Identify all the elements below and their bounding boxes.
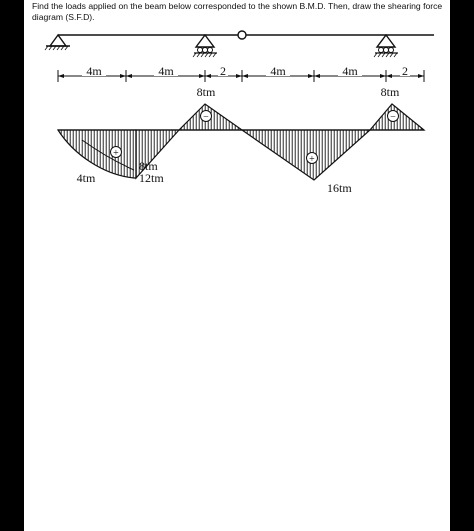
bmd-region-right: [242, 130, 370, 180]
document-page: [24, 0, 450, 531]
bmd-label-16tm: 16tm: [327, 181, 352, 195]
pin-support-left: [45, 35, 70, 50]
bmd-diagram: [58, 85, 424, 195]
beam-diagram: [24, 0, 450, 531]
bmd-label-8tm-mid-support: 8tm: [196, 85, 216, 99]
svg-text:+: +: [113, 148, 119, 159]
bmd-region-left: [58, 130, 136, 178]
dim-span-3: 2: [220, 64, 226, 78]
svg-text:−: −: [203, 112, 209, 123]
bmd-label-8tm-right-support: 8tm: [380, 85, 400, 99]
dim-span-4: 4m: [270, 64, 286, 78]
roller-support-right: [374, 35, 398, 57]
internal-hinge: [238, 31, 246, 39]
dim-span-5: 4m: [342, 64, 358, 78]
dim-span-6: 2: [402, 64, 408, 78]
bmd-label-8tm-left-span: 8tm: [139, 159, 158, 173]
dim-span-2: 4m: [158, 64, 174, 78]
bmd-label-12tm: 12tm: [139, 171, 164, 185]
bmd-label-4tm: 4tm: [76, 171, 96, 185]
roller-support-middle: [193, 35, 217, 57]
svg-text:+: +: [309, 154, 315, 165]
svg-text:−: −: [390, 112, 396, 123]
dim-span-1: 4m: [86, 64, 102, 78]
question-line-1: Find the loads applied on the beam below corresponded to the shown B.M.D. Then, draw the shearing force: [32, 1, 443, 11]
question-line-2: diagram (S.F.D).: [32, 12, 95, 22]
